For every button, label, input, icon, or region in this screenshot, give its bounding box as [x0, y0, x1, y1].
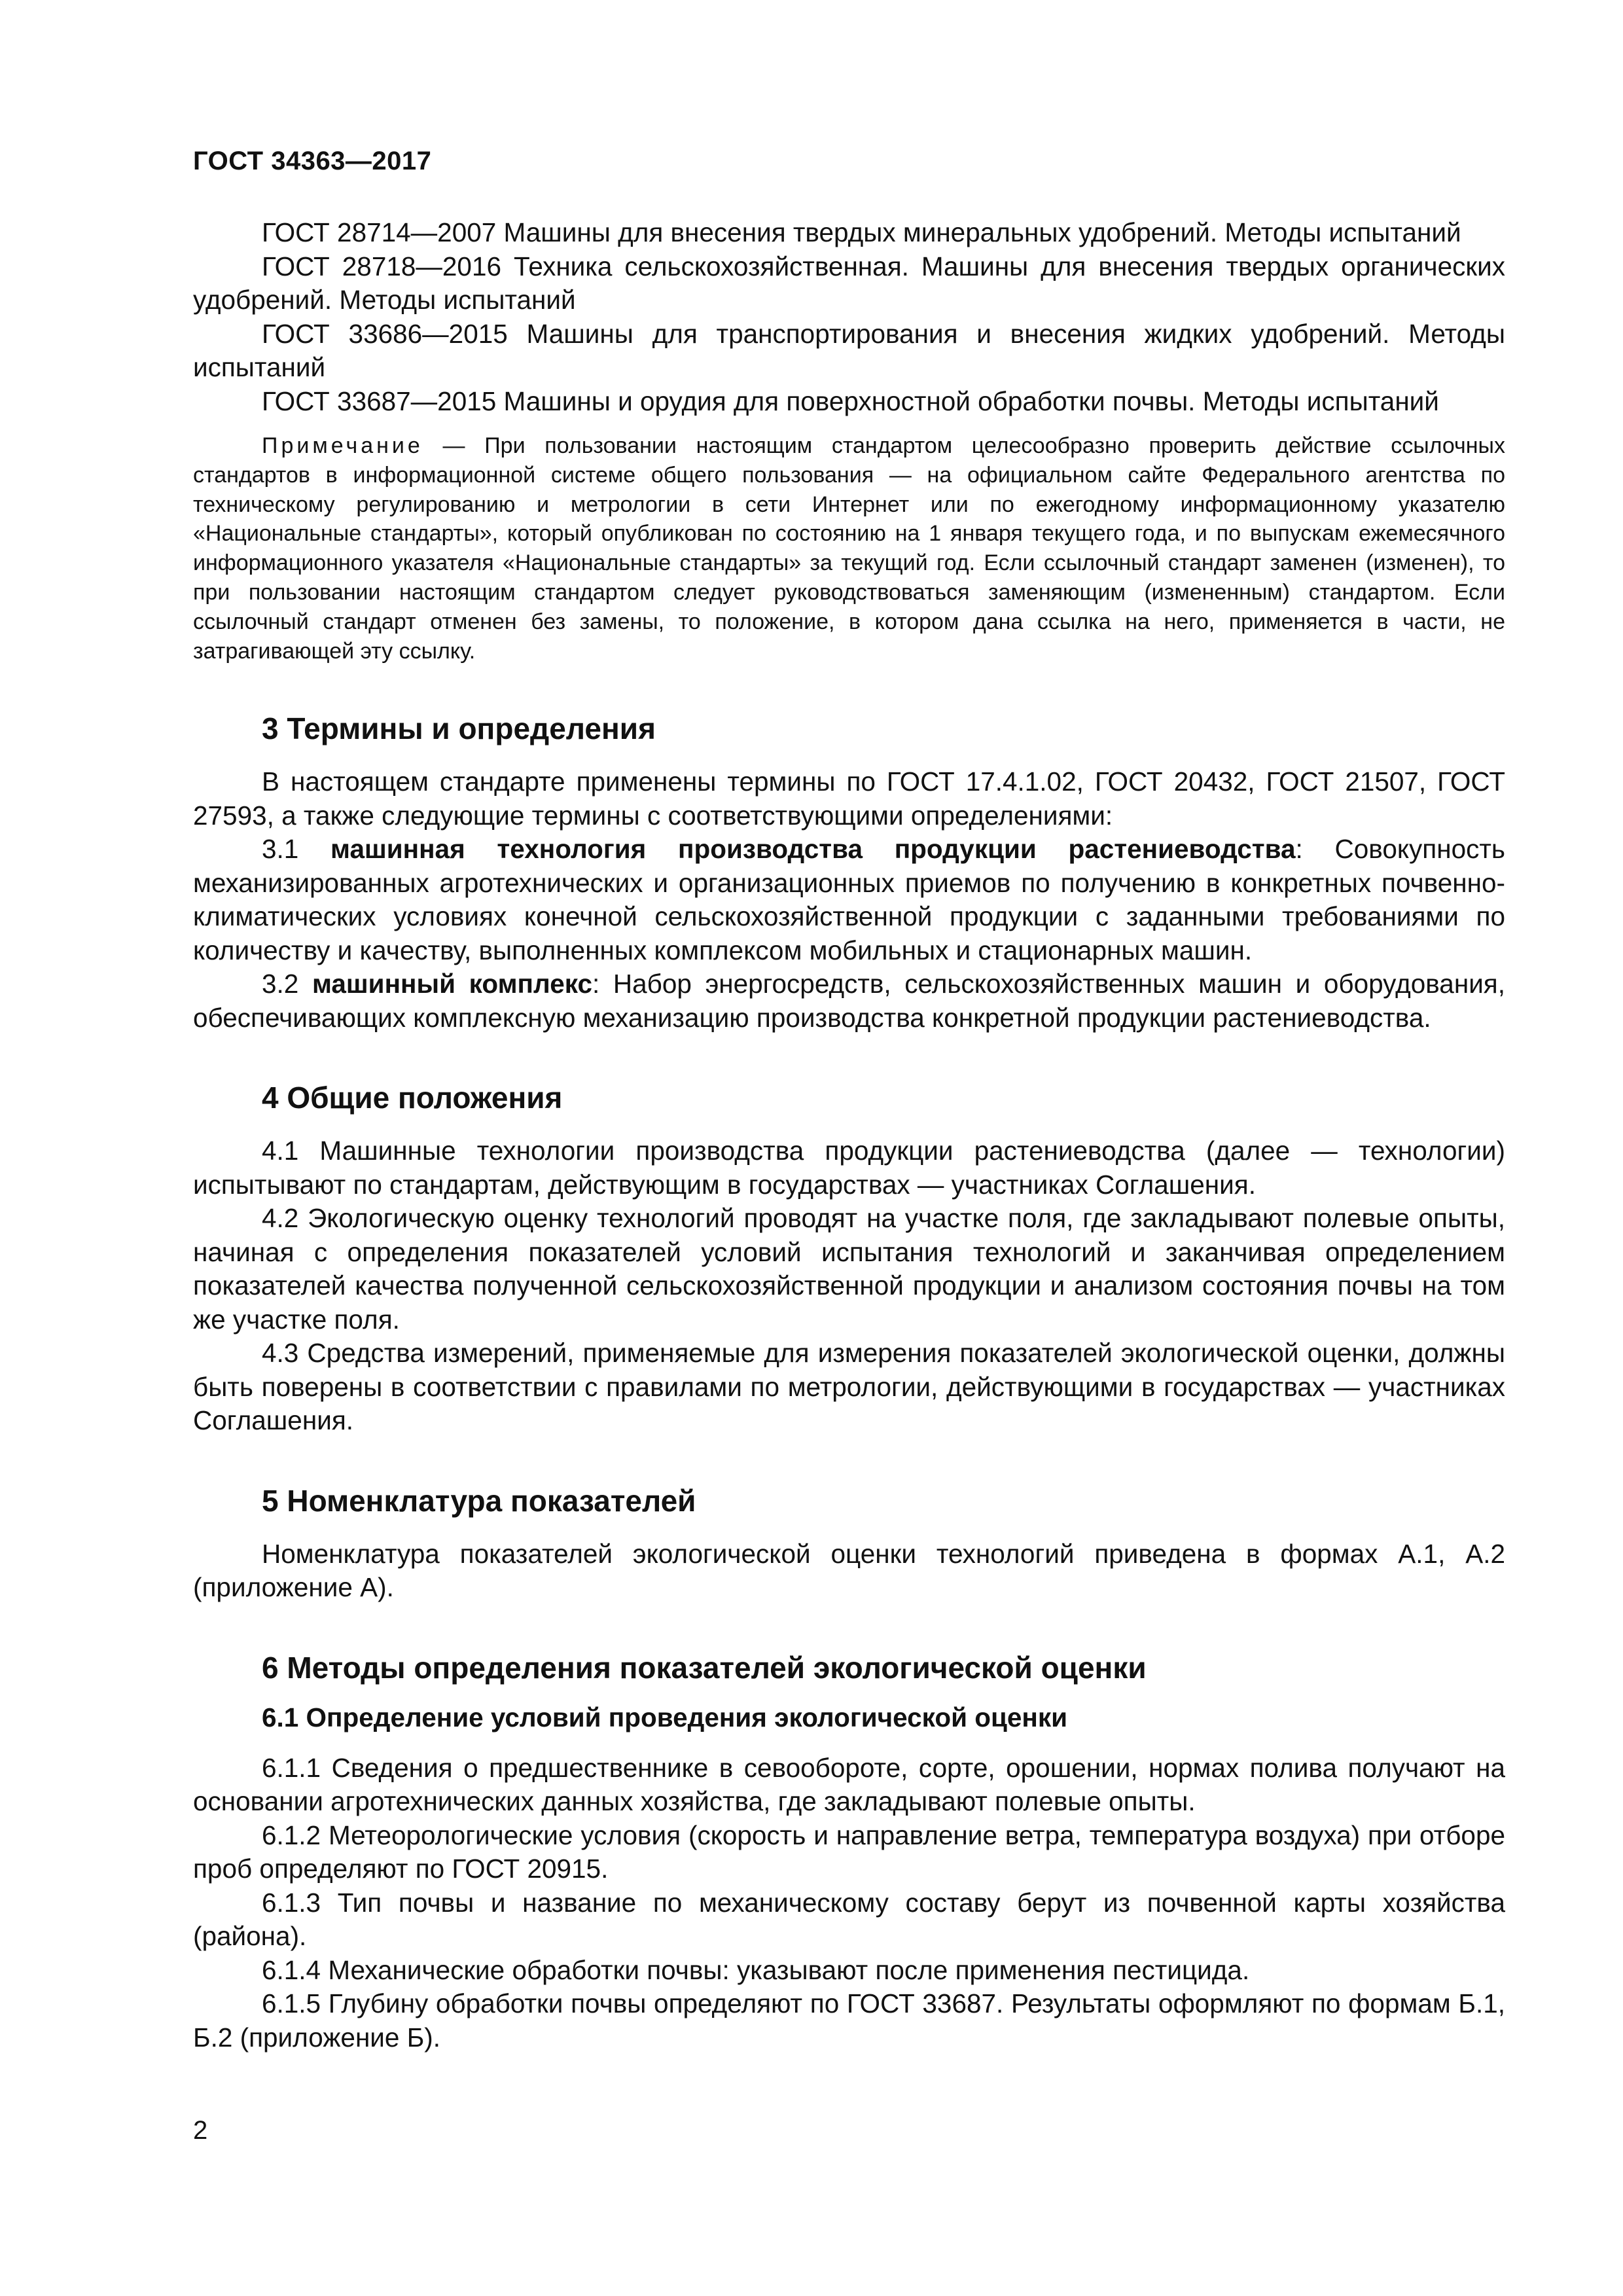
paragraph-5: Номенклатура показателей экологической оценки технологий приведена в формах А.1, А.2 (приложение А).: [193, 1538, 1505, 1603]
subsection-6-1-title: 6.1 Определение условий проведения экологической оценки: [262, 1702, 1068, 1732]
section-6-title: 6 Методы определения показателей экологической оценки: [262, 1650, 1147, 1685]
note-text: — При пользовании настоящим стандартом целесообразно проверить действие ссылочных стандартов в информационной системе общего пользования — на официальном сайте Федерального агентства по техническому регулированию и метрологии в сети Интернет или по ежегодному информационному указателю «Национальные стандарты», который опубликован по состоянию на 1 января текущего года, и по выпускам ежемесячного информационного указателя «Национальные стандарты» за текущий год. Если ссылочный стандарт заменен (изменен), то при пользовании настоящим стандартом следует руководствоваться заменяющим (измененным) стандартом. Если ссылочный стандарт отменен без замены, то положение, в котором дана ссылка на него, применяется в части, не затрагивающей эту ссылку.: [193, 433, 1505, 664]
term-3-2-term: машинный комплекс: [312, 969, 592, 999]
term-3-2-definition: : Набор энергосредств, сельскохозяйственных машин и оборудования, обеспечивающих комплексную механизацию производства конкретной продукции растениеводства.: [193, 969, 1505, 1033]
reference-item-1: ГОСТ 28714—2007 Машины для внесения твердых минеральных удобрений. Методы испытаний: [262, 217, 1461, 247]
document-header-id: ГОСТ 34363—2017: [193, 147, 432, 175]
paragraph-4-2: 4.2 Экологическую оценку технологий проводят на участке поля, где закладывают полевые опыты, начиная с определения показателей условий испытания технологий и заканчивая определением показателей качества полученной сельскохозяйственной продукции и анализом состояния почвы на том же участке поля.: [193, 1203, 1505, 1335]
page-number: 2: [193, 2116, 208, 2145]
term-3-1-definition: : Совокупность механизированных агротехнических и организационных приемов по получению в конкретных почвенно-климатических условиях конечной сельскохозяйственной продукции с заданными требованиями по количеству и качеству, выполненных комплексом мобильных и стационарных машин.: [193, 834, 1506, 965]
term-3-1-term: машинная технология производства продукции растениеводства: [330, 834, 1296, 865]
note-paragraph: [193, 431, 1505, 666]
term-3-2-number: 3.2: [262, 969, 312, 999]
reference-item-3: ГОСТ 33686—2015 Машины для транспортирования и внесения жидких удобрений. Методы испытаний: [193, 318, 1505, 382]
section-3-title: 3 Термины и определения: [262, 711, 656, 746]
paragraph-4-1: 4.1 Машинные технологии производства продукции растениеводства (далее — технологии) испытывают по стандартам, действующим в государствах — участниках Соглашения.: [193, 1136, 1505, 1200]
paragraph-6-1-1: 6.1.1 Сведения о предшественнике в севообороте, сорте, орошении, нормах полива получают на основании агротехнических данных хозяйства, где закладывают полевые опыты.: [193, 1752, 1505, 1817]
section-5-title: 5 Номенклатура показателей: [262, 1483, 696, 1518]
term-3-1-number: 3.1: [262, 834, 331, 865]
paragraph-6-1-5: 6.1.5 Глубину обработки почвы определяют по ГОСТ 33687. Результаты оформляют по формам Б.1, Б.2 (приложение Б).: [193, 1988, 1505, 2053]
term-3-2: [193, 967, 1505, 1035]
term-3-1: [193, 833, 1505, 967]
document-body: [193, 216, 1505, 2054]
paragraph-6-1-3: 6.1.3 Тип почвы и название по механическому составу берут из почвенной карты хозяйства (района).: [193, 1887, 1505, 1952]
reference-item-4: ГОСТ 33687—2015 Машины и орудия для поверхностной обработки почвы. Методы испытаний: [262, 386, 1439, 416]
section-3-intro: В настоящем стандарте применены термины по ГОСТ 17.4.1.02, ГОСТ 20432, ГОСТ 21507, ГОСТ 27593, а также следующие термины с соответствующими определениями:: [193, 766, 1505, 831]
paragraph-6-1-2: 6.1.2 Метеорологические условия (скорость и направление ветра, температура воздуха) при отборе проб определяют по ГОСТ 20915.: [193, 1820, 1505, 1884]
reference-item-2: ГОСТ 28718—2016 Техника сельскохозяйственная. Машины для внесения твердых органических удобрений. Методы испытаний: [193, 251, 1505, 315]
paragraph-6-1-4: 6.1.4 Механические обработки почвы: указывают после применения пестицида.: [262, 1954, 1250, 1985]
note-label: Примечание: [262, 433, 423, 458]
section-4-title: 4 Общие положения: [262, 1081, 563, 1115]
paragraph-4-3: 4.3 Средства измерений, применяемые для измерения показателей экологической оценки, должны быть поверены в соответствии с правилами по метрологии, действующими в государствах — участниках Соглашения.: [193, 1338, 1505, 1436]
